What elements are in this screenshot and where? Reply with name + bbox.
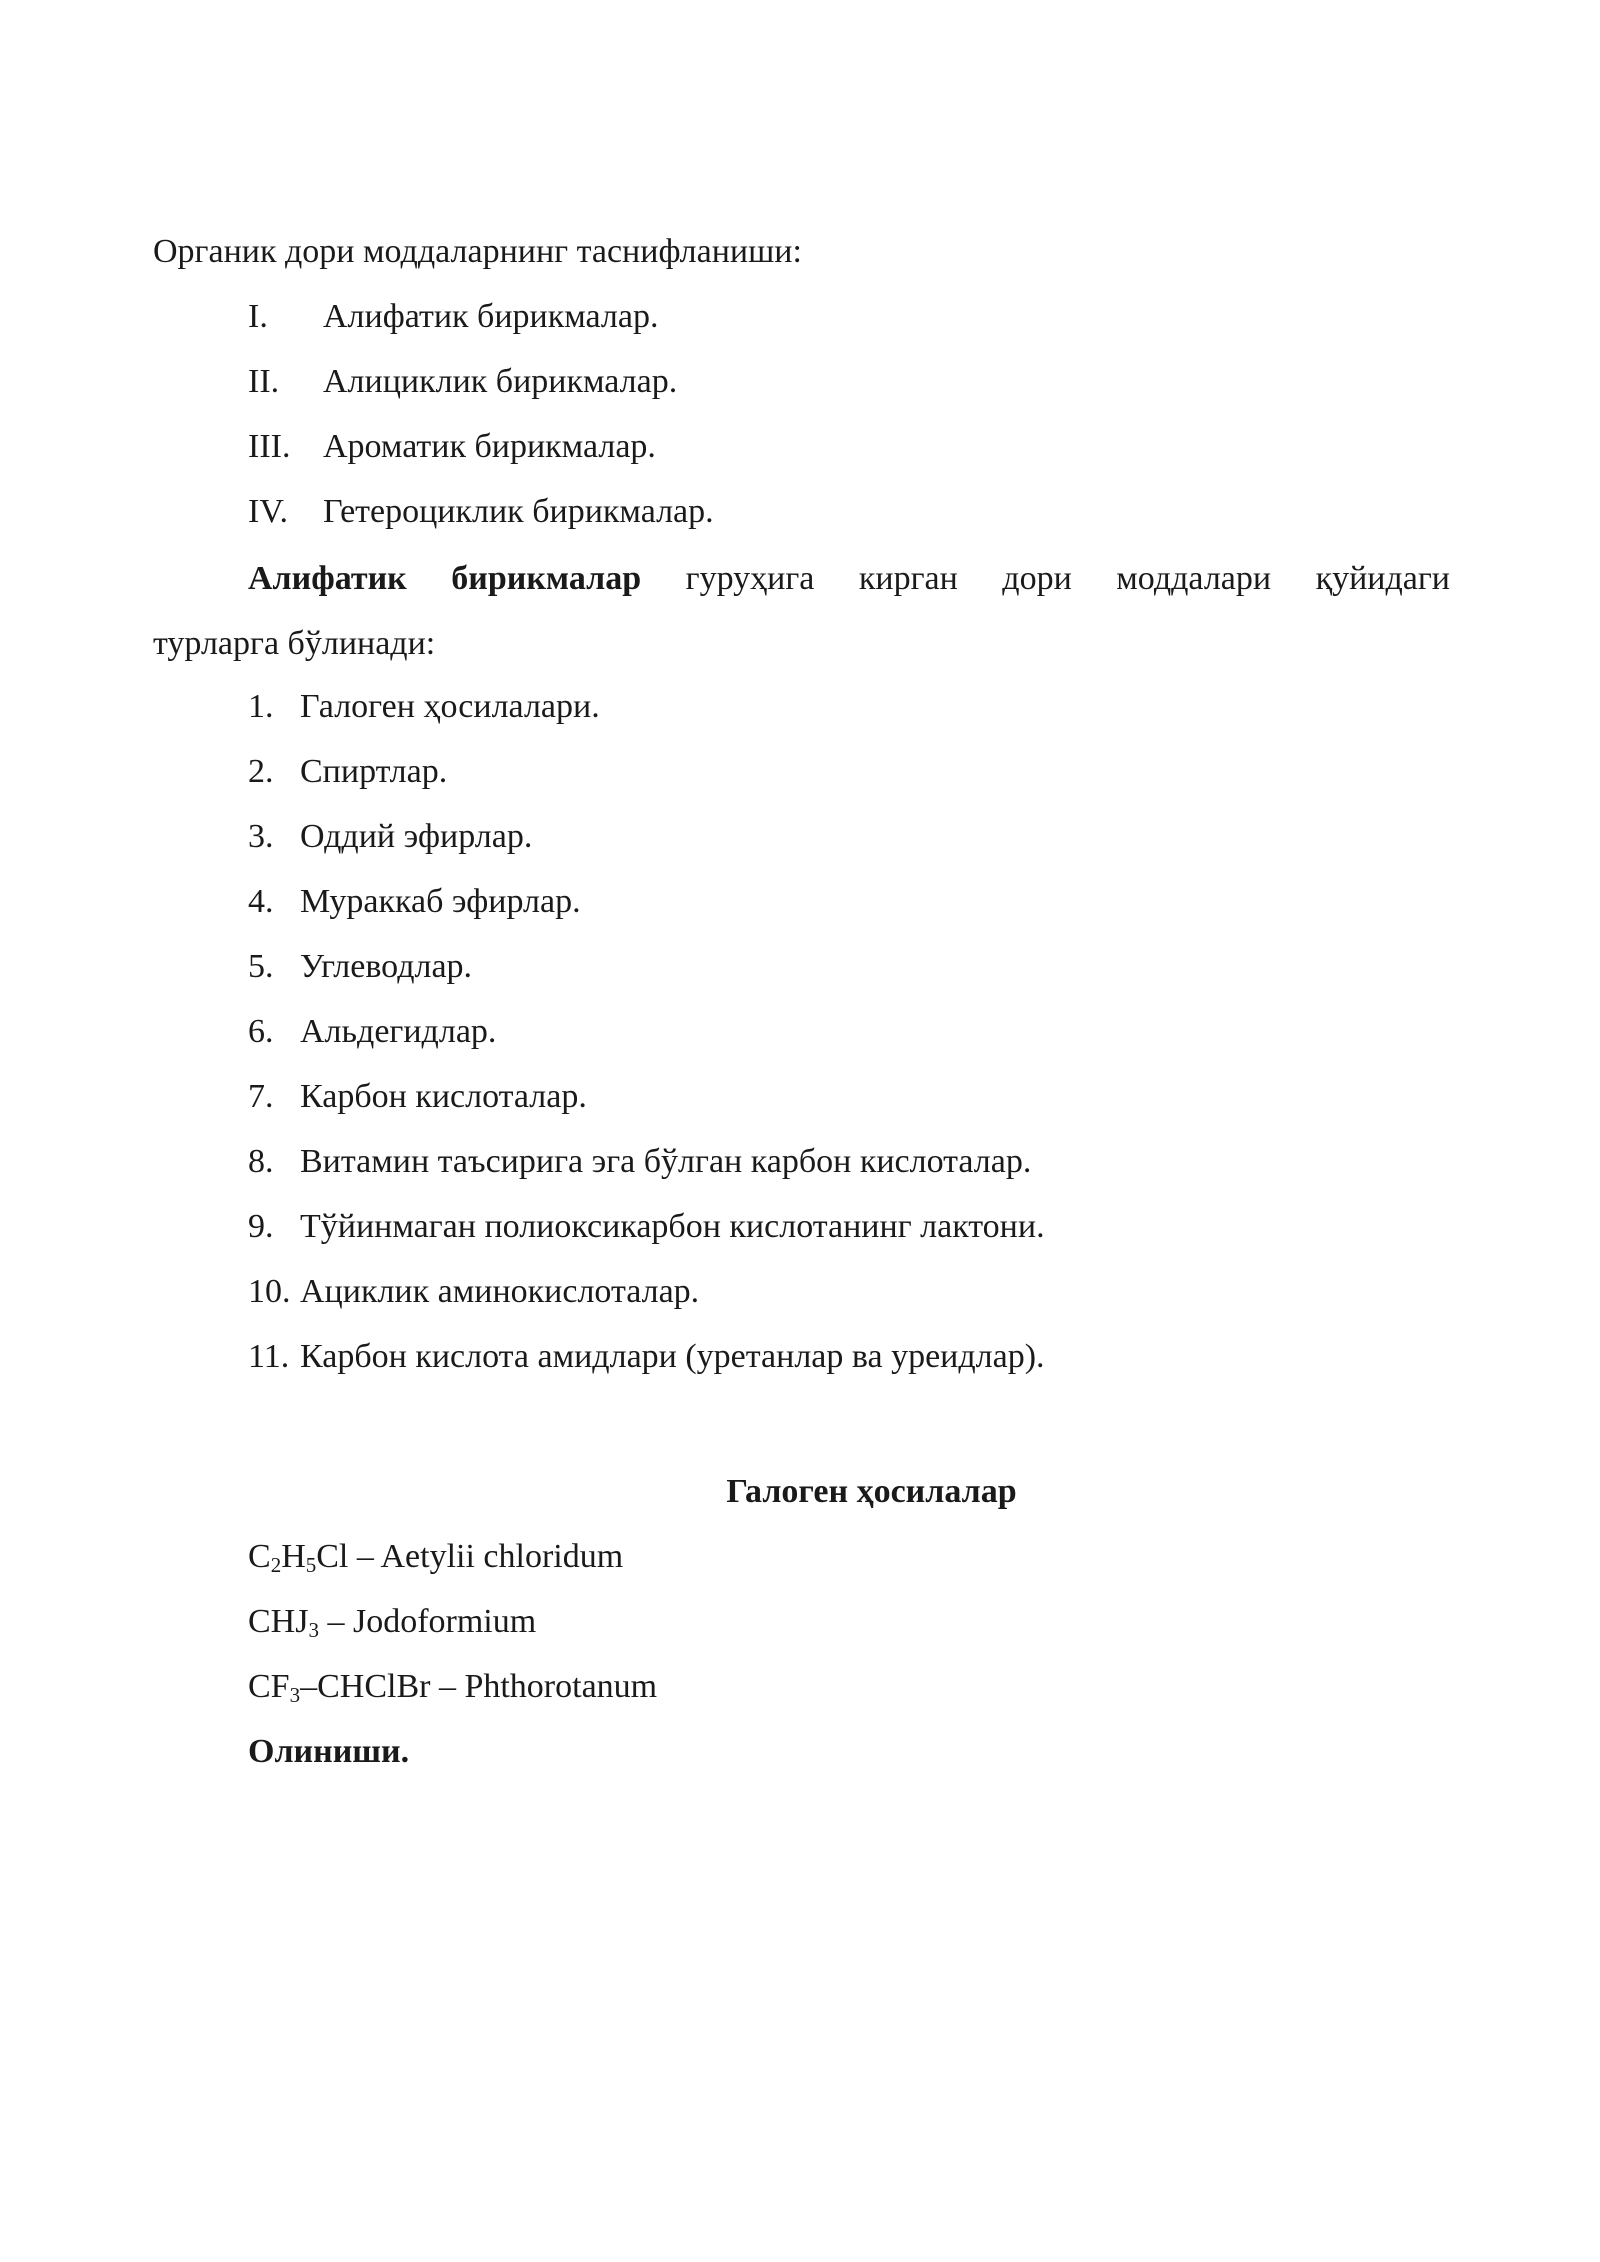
type-text: Галоген ҳосилалари. — [300, 688, 600, 725]
section-heading: Галоген ҳосилалар — [726, 1473, 1017, 1510]
type-number: 9. — [248, 1208, 274, 1245]
bold-term: Алифатик бирикмалар — [248, 560, 642, 597]
type-text: Мураккаб эфирлар. — [300, 883, 581, 920]
class-number: III. — [248, 428, 291, 465]
type-text: Карбон кислоталар. — [300, 1078, 587, 1115]
type-text: Спиртлар. — [300, 753, 448, 790]
type-number: 6. — [248, 1013, 274, 1050]
class-text: Алициклик бирикмалар. — [323, 363, 678, 400]
type-number: 8. — [248, 1143, 274, 1180]
type-number: 2. — [248, 753, 274, 790]
type-number: 7. — [248, 1078, 274, 1115]
type-number: 10. — [248, 1273, 291, 1310]
type-text: Ациклик аминокислоталар. — [300, 1273, 700, 1310]
intro-line: Органик дори моддаларнинг таснифланиши: — [153, 233, 802, 270]
type-number: 11. — [248, 1338, 290, 1375]
obtaining-heading: Олиниши. — [248, 1733, 410, 1770]
class-text: Алифатик бирикмалар. — [323, 298, 659, 335]
type-text: Карбон кислота амидлари (уретанлар ва уреидлар). — [300, 1338, 1045, 1375]
class-text: Ароматик бирикмалар. — [323, 428, 656, 465]
paragraph-line-1 — [153, 546, 1450, 611]
class-number: I. — [248, 298, 268, 335]
type-text: Тўйинмаган полиоксикарбон кислотанинг лактони. — [300, 1208, 1045, 1245]
type-number: 3. — [248, 818, 274, 855]
formula-line: $CHJ_3$ – Jodoformium — [248, 1603, 537, 1642]
type-number: 5. — [248, 948, 274, 985]
aliphatic-paragraph — [153, 546, 1450, 676]
class-number: IV. — [248, 493, 288, 530]
paragraph-rest: гуруҳига кирган дори моддалари қуйидаги — [685, 560, 1451, 597]
type-number: 1. — [248, 688, 274, 725]
paragraph-line-2: турларга бўлинади: — [153, 625, 436, 662]
formula-line: $C_2H_5Cl$ – Aetylii chloridum — [248, 1538, 624, 1577]
class-number: II. — [248, 363, 280, 400]
type-text: Витамин таъсирига эга бўлган карбон кислоталар. — [300, 1143, 1032, 1180]
formula-line: $CF_3$–CHClBr – Phthorotanum — [248, 1668, 658, 1707]
type-text: Альдегидлар. — [300, 1013, 497, 1050]
class-text: Гетероциклик бирикмалар. — [323, 493, 714, 530]
type-text: Углеводлар. — [300, 948, 473, 985]
type-number: 4. — [248, 883, 274, 920]
type-text: Оддий эфирлар. — [300, 818, 533, 855]
